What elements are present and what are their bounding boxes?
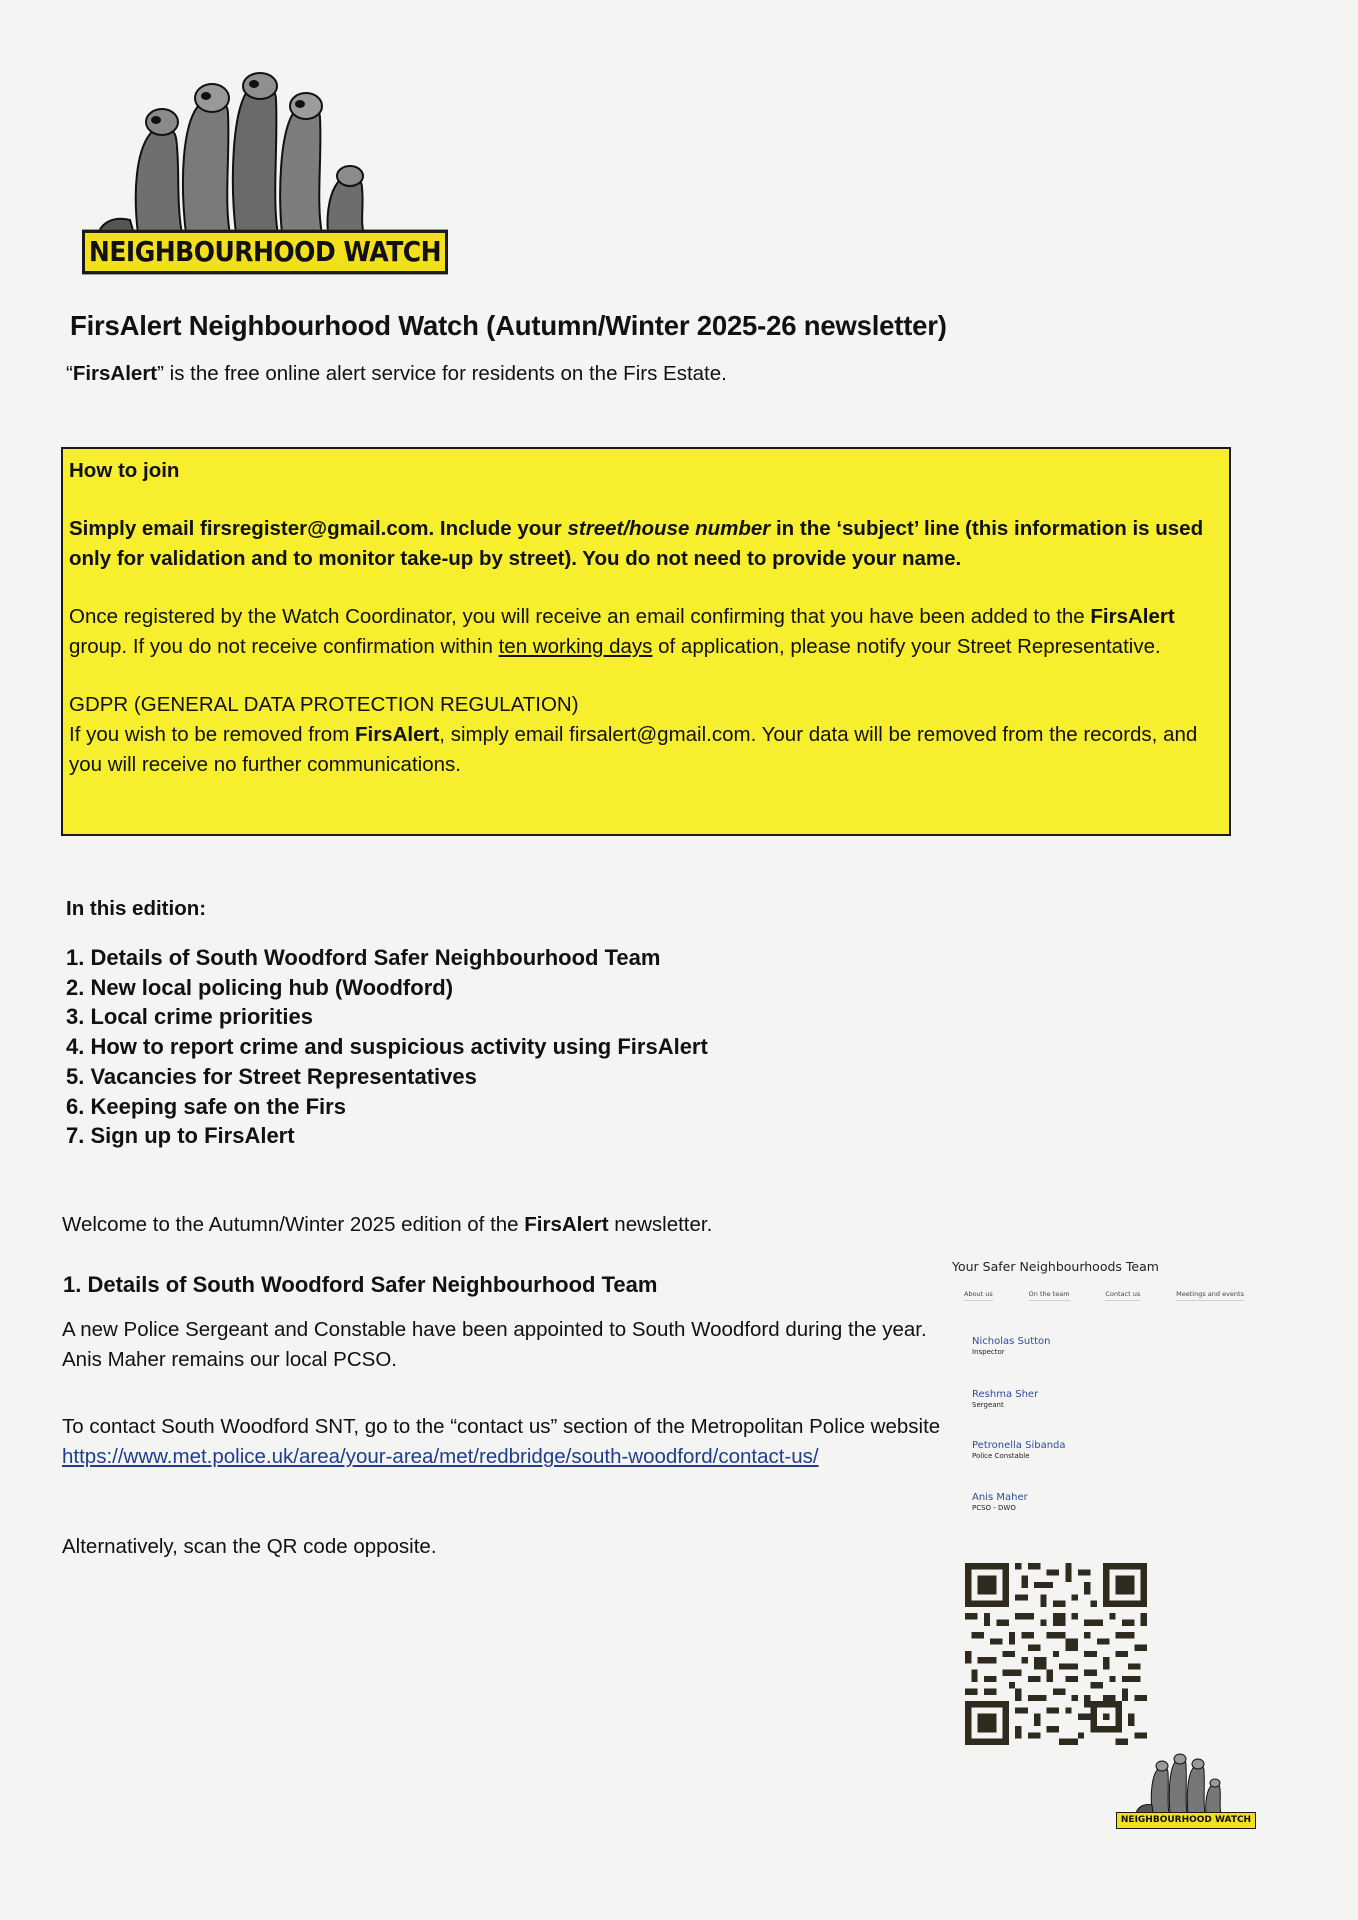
member-name: Nicholas Sutton — [972, 1336, 1051, 1347]
neighbourhood-watch-logo — [78, 72, 450, 277]
member-role: Inspector — [972, 1348, 1005, 1356]
footer-logo-banner: NEIGHBOURHOOD WATCH — [1116, 1812, 1256, 1829]
confirmation-text: Once registered by the Watch Coordinator, you will receive an email confirming that you have been added to the FirsAlert group. If you do not receive confirmation within ten working days of application, please notify your Street Representative. — [69, 605, 1175, 658]
meerkats-icon — [1112, 1753, 1260, 1813]
snt-panel-title: Your Safer Neighbourhoods Team — [952, 1259, 1159, 1274]
join-heading: How to join — [69, 459, 180, 482]
welcome-text: Welcome to the Autumn/Winter 2025 edition of the FirsAlert newsletter. — [62, 1213, 713, 1236]
join-instructions: Simply email firsregister@gmail.com. Include your street/house number in the ‘subject’ line (this information is used only for validation and to monitor take-up by street). You do not need to provide your name. — [69, 517, 1204, 570]
team-member — [972, 1492, 1028, 1513]
snt-nav-team: On the team — [1029, 1290, 1070, 1301]
list-item: 6. Keeping safe on the Firs — [66, 1093, 346, 1119]
contact-paragraph: To contact South Woodford SNT, go to the “contact us” section of the Metropolitan Police website https://www.met.police.uk/area/your-area/met/redbridge/south-woodford/contact-us/ — [62, 1415, 941, 1468]
team-member — [972, 1336, 1051, 1357]
team-member — [972, 1389, 1038, 1410]
member-name: Reshma Sher — [972, 1389, 1039, 1400]
how-to-join-box — [61, 447, 1231, 836]
list-item: 4. How to report crime and suspicious activity using FirsAlert — [66, 1034, 708, 1060]
list-item: 7. Sign up to FirsAlert — [66, 1123, 295, 1149]
member-name: Anis Maher — [972, 1492, 1028, 1503]
section1-heading: 1. Details of South Woodford Safer Neighbourhood Team — [63, 1272, 658, 1297]
footer-neighbourhood-watch-logo — [1112, 1753, 1260, 1833]
logo-banner: NEIGHBOURHOOD WATCH — [82, 230, 448, 275]
snt-nav-contact: Contact us — [1105, 1290, 1140, 1301]
list-item: 5. Vacancies for Street Representatives — [66, 1063, 477, 1089]
meerkats-icon — [78, 72, 450, 237]
page-title: FirsAlert Neighbourhood Watch (Autumn/Winter 2025-26 newsletter) — [70, 310, 947, 341]
list-item: 1. Details of South Woodford Safer Neighbourhood Team — [66, 945, 661, 970]
member-role: PCSO - DWO — [972, 1504, 1016, 1512]
snt-panel-nav — [964, 1290, 1244, 1301]
gdpr-text: If you wish to be removed from FirsAlert, simply email firsalert@gmail.com. Your data will be removed from the records, and you will receive no further communications. — [69, 723, 1198, 776]
member-role: Police Constable — [972, 1452, 1030, 1460]
snt-nav-meetings: Meetings and events — [1176, 1290, 1244, 1301]
qr-code-icon — [965, 1563, 1147, 1745]
section1-paragraph: A new Police Sergeant and Constable have been appointed to South Woodford during the year. Anis Maher remains our local PCSO. — [62, 1318, 927, 1371]
snt-team-panel — [948, 1250, 1244, 1520]
snt-nav-about: About us — [964, 1290, 993, 1301]
list-item: 2. New local policing hub (Woodford) — [66, 974, 454, 1000]
edition-heading: In this edition: — [66, 897, 207, 920]
qr-hint-text: Alternatively, scan the QR code opposite. — [62, 1535, 437, 1558]
contact-us-link[interactable]: https://www.met.police.uk/area/your-area/met/redbridge/south-woodford/contact-us/ — [62, 1445, 819, 1468]
list-item: 3. Local crime priorities — [66, 1004, 313, 1030]
gdpr-heading: GDPR (GENERAL DATA PROTECTION REGULATION) — [69, 693, 579, 716]
team-member — [972, 1440, 1066, 1461]
member-name: Petronella Sibanda — [972, 1440, 1066, 1451]
contents-list — [66, 943, 708, 1151]
intro-text: “FirsAlert” is the free online alert service for residents on the Firs Estate. — [66, 362, 727, 385]
member-role: Sergeant — [972, 1401, 1004, 1409]
